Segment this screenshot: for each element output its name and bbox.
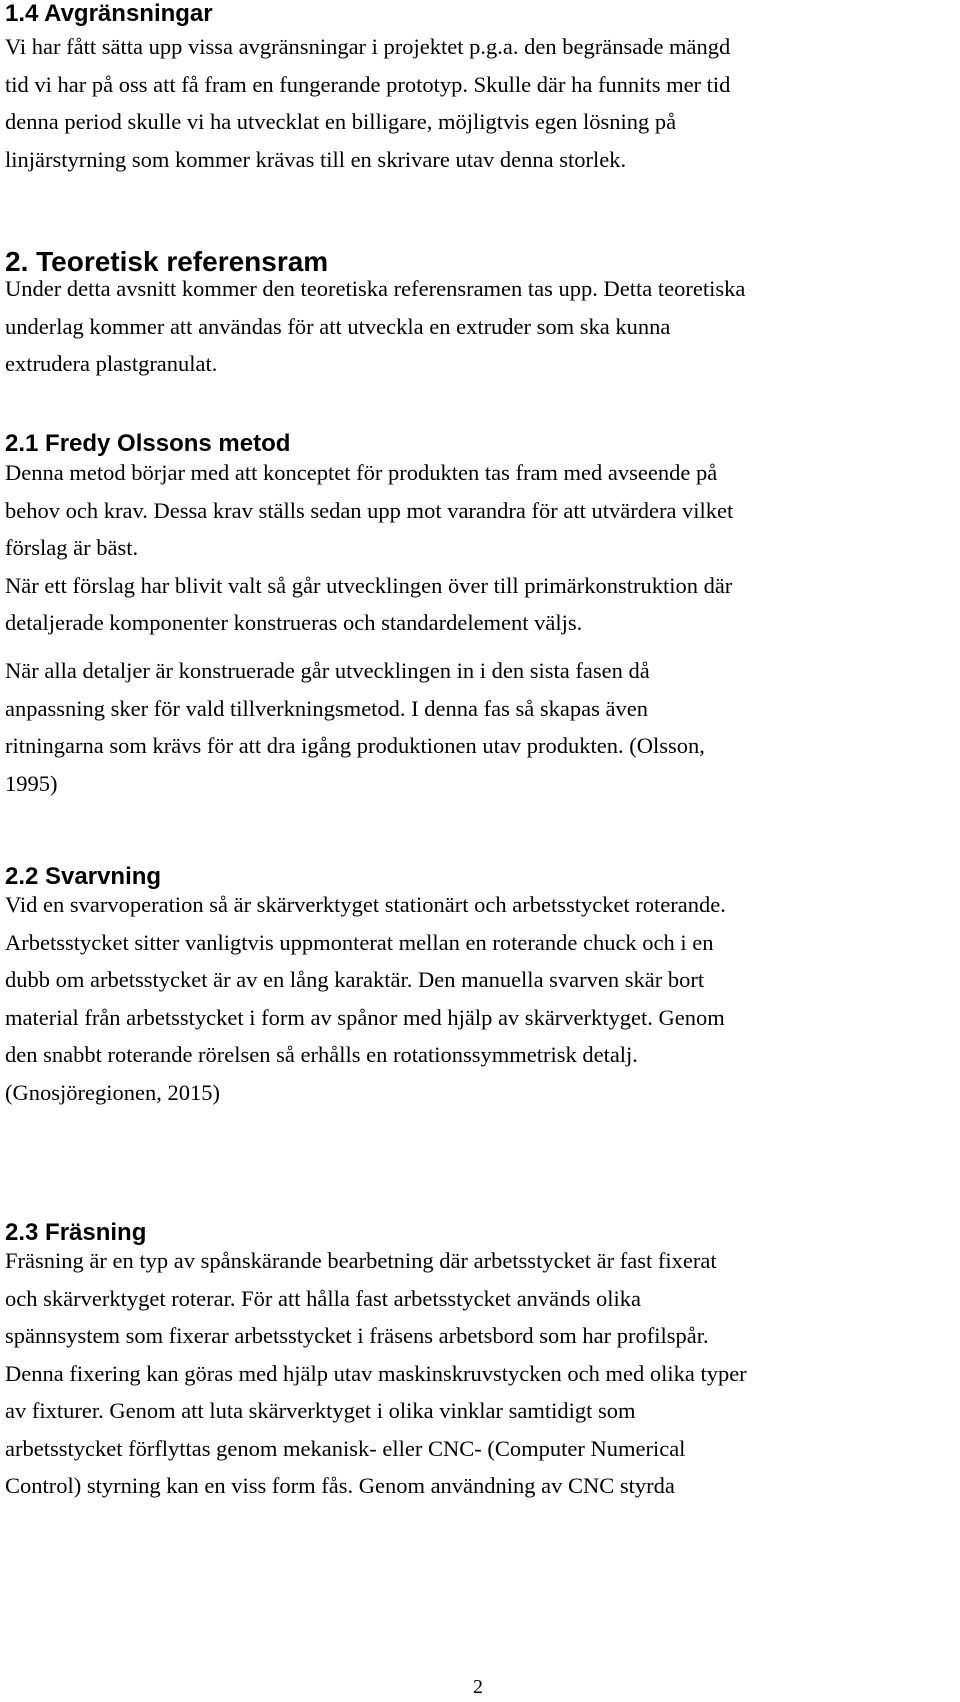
text-line: Under detta avsnitt kommer den teoretiska referensramen tas upp. Detta teoretiska — [5, 276, 746, 301]
text-line: av fixturer. Genom att luta skärverktyget i olika vinklar samtidigt som — [5, 1398, 636, 1423]
text-line: förslag är bäst. — [5, 535, 139, 560]
text-line: När ett förslag har blivit valt så går utvecklingen över till primärkonstruktion där — [5, 572, 733, 598]
section-heading-2-1: 2.1 Fredy Olssons metod — [5, 430, 291, 457]
text-line: och skärverktyget roterar. För att hålla fast arbetsstycket används olika — [5, 1285, 642, 1311]
text-line: ritningarna som krävs för att dra igång produktionen utav produkten. (Olsson, — [5, 733, 705, 758]
text-line: 1995) — [5, 770, 58, 796]
paragraph-teoretisk-referensram — [5, 270, 955, 383]
text-line: Fräsning är en typ av spånskärande bearbetning där arbetsstycket är fast fixerat — [5, 1248, 717, 1273]
paragraph-olsson-1 — [5, 454, 955, 642]
text-line: (Gnosjöregionen, 2015) — [5, 1079, 220, 1105]
text-line: anpassning sker för vald tillverkningsmetod. I denna fas så skapas även — [5, 695, 648, 721]
text-line: arbetsstycket förflyttas genom mekanisk- eller CNC- (Computer Numerical — [5, 1435, 686, 1461]
text-line: Vid en svarvoperation så är skärverktyget stationärt och arbetsstycket roterande. — [5, 892, 726, 917]
section-heading-1-4: 1.4 Avgränsningar — [5, 0, 213, 27]
text-line: Arbetsstycket sitter vanligtvis uppmonterat mellan en roterande chuck och i en — [5, 929, 714, 955]
page-number: 2 — [473, 1676, 483, 1698]
text-line: Denna fixering kan göras med hjälp utav maskinskruvstycken och med olika typer — [5, 1360, 747, 1386]
text-line: extrudera plastgranulat. — [5, 351, 218, 376]
section-heading-2-3: 2.3 Fräsning — [5, 1219, 147, 1246]
text-line: Denna metod börjar med att konceptet för produkten tas fram med avseende på — [5, 460, 718, 485]
text-line: material från arbetsstycket i form av spånor med hjälp av skärverktyget. Genom — [5, 1004, 725, 1030]
text-line: spännsystem som fixerar arbetsstycket i fräsens arbetsbord som har profilspår. — [5, 1323, 709, 1348]
text-line: tid vi har på oss att få fram en fungerande prototyp. Skulle där ha funnits mer tid — [5, 71, 731, 97]
text-line: detaljerade komponenter konstrueras och standardelement väljs. — [5, 610, 583, 635]
section-heading-2-2: 2.2 Svarvning — [5, 863, 162, 890]
text-line: denna period skulle vi ha utvecklat en billigare, möjligtvis egen lösning på — [5, 109, 677, 134]
paragraph-olsson-2 — [5, 652, 955, 802]
text-line: underlag kommer att användas för att utveckla en extruder som ska kunna — [5, 313, 671, 339]
text-line: Control) styrning kan en viss form fås. Genom användning av CNC styrda — [5, 1473, 675, 1498]
text-line: dubb om arbetsstycket är av en lång karaktär. Den manuella svarven skär bort — [5, 967, 705, 992]
text-line: När alla detaljer är konstruerade går utvecklingen in i den sista fasen då — [5, 658, 650, 683]
text-line: behov och krav. Dessa krav ställs sedan upp mot varandra för att utvärdera vilket — [5, 497, 734, 523]
text-line: den snabbt roterande rörelsen så erhålls en rotationssymmetrisk detalj. — [5, 1042, 638, 1067]
paragraph-svarvning — [5, 886, 955, 1111]
paragraph-frasning — [5, 1242, 955, 1505]
text-line: linjärstyrning som kommer krävas till en skrivare utav denna storlek. — [5, 146, 627, 172]
paragraph-avgransningar — [5, 28, 955, 178]
section-heading-2: 2. Teoretisk referensram — [5, 246, 329, 277]
text-line: Vi har fått sätta upp vissa avgränsningar i projektet p.g.a. den begränsade mängd — [5, 34, 731, 59]
